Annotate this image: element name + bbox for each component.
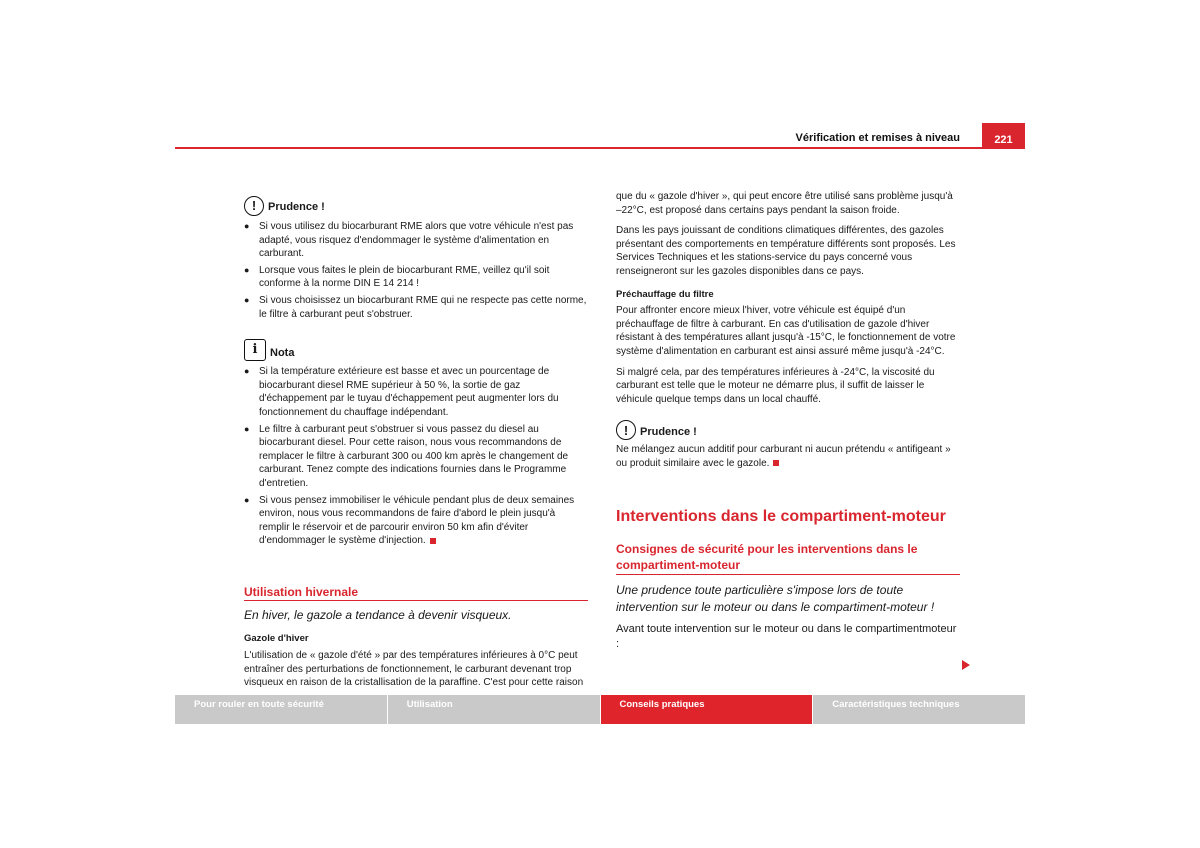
exclamation-circle-icon: ! bbox=[616, 420, 636, 440]
paragraph: Avant toute intervention sur le moteur ou dans le compartimentmoteur : bbox=[616, 622, 957, 650]
subhead-gazole-hiver: Gazole d'hiver bbox=[244, 633, 309, 645]
section-lead: Une prudence toute particulière s'impose lors de toute intervention sur le moteur ou dans le compartiment-moteur ! bbox=[616, 582, 935, 614]
arrow-right-icon bbox=[962, 660, 970, 670]
section-title: Utilisation hivernale bbox=[244, 586, 588, 602]
note-label: Nota bbox=[270, 346, 295, 359]
header-title: Vérification et remises à niveau bbox=[795, 132, 960, 144]
warning-label: Prudence ! bbox=[268, 201, 325, 214]
header-rule bbox=[175, 147, 1025, 149]
warning-text: Ne mélangez aucun additif pour carburant ni aucun prétendu « antifigeant » ou produit similaire avec le gazole. bbox=[616, 444, 951, 469]
tab-caracteristiques[interactable]: Caractéristiques techniques bbox=[812, 695, 1025, 724]
list-item: ● Si vous pensez immobiliser le véhicule pendant plus de deux semaines environ, nous vous recommandons de faire d'abord le plein jusqu'à remplir le réservoir et de parcourir environ 50 km afin d'éviter d'endommager le système d'injection. bbox=[244, 494, 575, 547]
end-of-section-marker bbox=[773, 460, 779, 466]
right-column bbox=[616, 190, 960, 652]
note-header bbox=[244, 339, 588, 361]
subhead-prechauffage: Préchauffage du filtre bbox=[616, 288, 714, 300]
exclamation-circle-icon: ! bbox=[244, 196, 264, 216]
tab-utilisation[interactable]: Utilisation bbox=[387, 695, 600, 724]
paragraph: Si malgré cela, par des températures inférieures à -24°C, la viscosité du carburant est telle que le moteur ne démarre plus, il suffit de laisser le véhicule quelque temps dans un local chauffé. bbox=[616, 366, 935, 405]
left-column bbox=[244, 190, 588, 690]
paragraph: que du « gazole d'hiver », qui peut encore être utilisé sans problème jusqu'à –22°C, est proposé dans certains pays pendant la saison froide. bbox=[616, 191, 953, 216]
paragraph: Pour affronter encore mieux l'hiver, votre véhicule est équipé d'un préchauffage de filtre à carburant. En cas d'utilisation de gazole d'hiver résistant à des températures allant jusqu'à -15°C, le fonctionnement de votre système d'alimentation en carburant est ainsi assuré même jusqu'à -24°C. bbox=[616, 305, 956, 357]
warning-header bbox=[616, 420, 960, 440]
info-box-icon: i bbox=[244, 339, 266, 361]
section-title: Consignes de sécurité pour les interventions dans le compartiment-moteur bbox=[616, 541, 960, 575]
tab-conseils-pratiques[interactable]: Conseils pratiques bbox=[600, 695, 813, 724]
list-item: ● Le filtre à carburant peut s'obstruer si vous passez du diesel au biocarburant diesel. Pour cette raison, nous vous recommandons de remplacer le filtre à carburant 300 ou 400 km après le changement de carburant. Tenez compte des indications fournies dans le Programme d'entretien. bbox=[244, 423, 569, 489]
page-number: 221 bbox=[982, 123, 1025, 149]
footer-nav bbox=[175, 695, 1025, 724]
paragraph: L'utilisation de « gazole d'été » par des températures inférieures à 0°C peut entraîner des perturbations de fonctionnement, le carburant devenant trop visqueux en raison de la cristallisation de la paraffine. C'est pour cette raison bbox=[244, 650, 584, 689]
chapter-title: Interventions dans le compartiment-moteur bbox=[616, 507, 946, 525]
end-of-section-marker bbox=[430, 538, 436, 544]
list-item: ● Si vous choisissez un biocarburant RME qui ne respecte pas cette norme, le filtre à carburant peut s'obstruer. bbox=[244, 294, 587, 320]
section-lead: En hiver, le gazole a tendance à devenir visqueux. bbox=[244, 608, 512, 623]
list-item: ● Si vous utilisez du biocarburant RME alors que votre véhicule n'est pas adapté, vous risquez d'endommager le système d'alimentation en carburant. bbox=[244, 221, 574, 260]
warning-label: Prudence ! bbox=[640, 425, 697, 438]
list-item: ● Si la température extérieure est basse et avec un pourcentage de biocarburant diesel RME supérieur à 50 %, la sortie de gaz d'échappement par le tuyau d'échappement peut augmenter lors du fonctionnement du chauffage indépendant. bbox=[244, 366, 559, 418]
list-item: ● Lorsque vous faites le plein de biocarburant RME, veillez qu'il soit conforme à la norme DIN E 14 214 ! bbox=[244, 264, 550, 290]
warning-header bbox=[244, 196, 588, 216]
paragraph: Dans les pays jouissant de conditions climatiques différentes, des gazoles présentant des comportements en température différents sont proposés. Les Services Techniques et les stations-service du pays concerné vous renseigneront sur les gazoles disponibles dans ce pays. bbox=[616, 225, 956, 277]
tab-pour-rouler[interactable]: Pour rouler en toute sécurité bbox=[175, 695, 387, 724]
